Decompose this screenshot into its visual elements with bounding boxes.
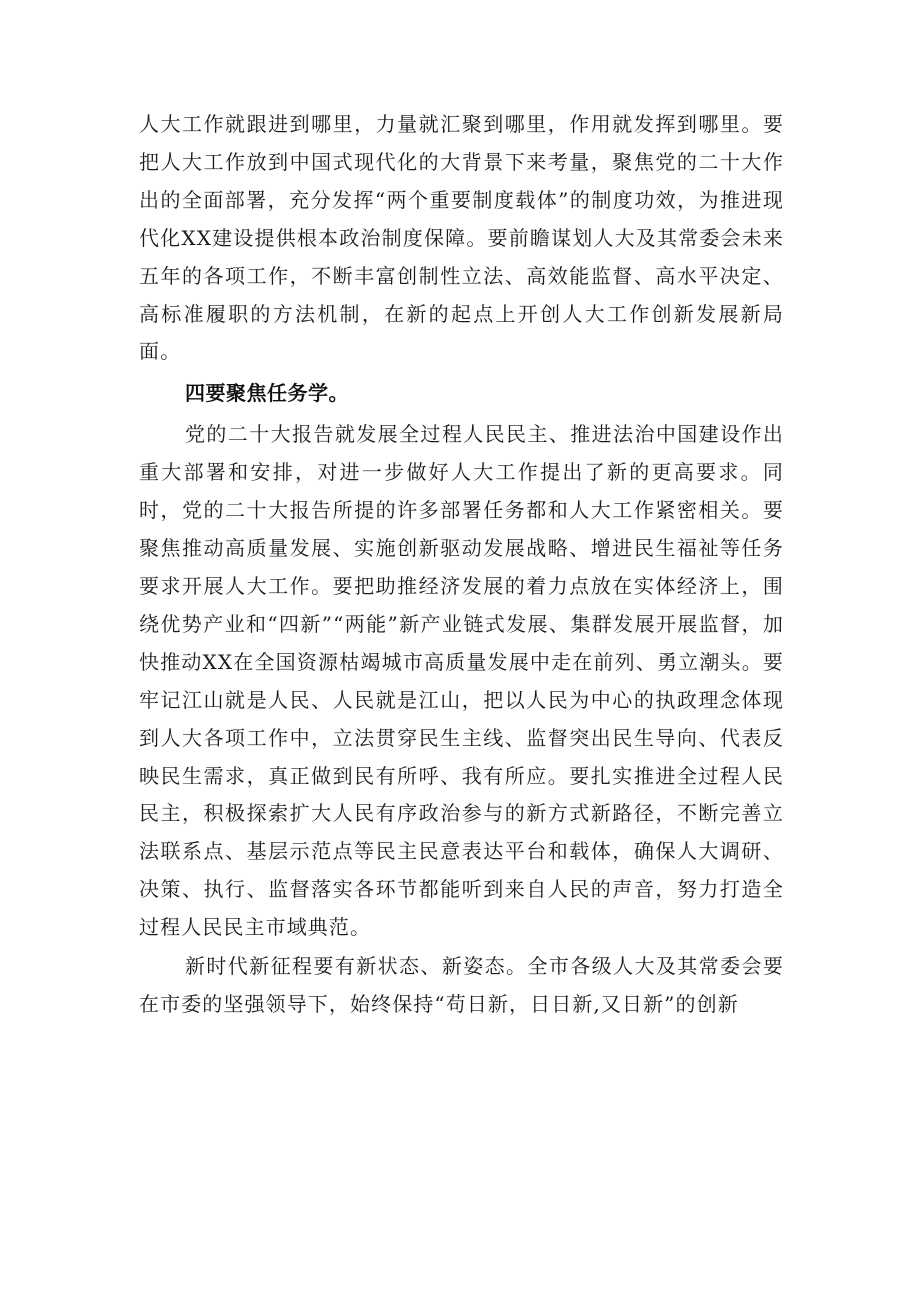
paragraph-task-focus: 党的二十大报告就发展全过程人民民主、推进法治中国建设作出重大部署和安排，对进一步做好人大工作提出了新的更高要求。同时，党的二十大报告所提的许多部署任务都和人大工作紧密相关。要聚焦推动高质量发展、实施创新驱动发展战略、增进民生福祉等任务要求开展人大工作。要把助推经济发展的着力点放在实体经济上，围绕优势产业和“四新”“两能”新产业链式发展、集群发展开展监督，加快推动XX在全国资源枯竭城市高质量发展中走在前列、勇立潮头。要牢记江山就是人民、人民就是江山，把以人民为中心的执政理念体现到人大各项工作中，立法贯穿民生主线、监督突出民生导向、代表反映民生需求，真正做到民有所呼、我有所应。要扎实推进全过程人民民主，积极探索扩大人民有序政治参与的新方式新路径，不断完善立法联系点、基层示范点等民主民意表达平台和载体，确保人大调研、决策、执行、监督落实各环节都能听到来自人民的声音，努力打造全过程人民民主市域典范。 (139, 422, 784, 940)
document-body (139, 106, 784, 1024)
paragraph-continued: 人大工作就跟进到哪里，力量就汇聚到哪里，作用就发挥到哪里。要把人大工作放到中国式现代化的大背景下来考量，聚焦党的二十大作出的全面部署，充分发挥“两个重要制度载体”的制度功效，为推进现代化XX建设提供根本政治制度保障。要前瞻谋划人大及其常委会未来五年的各项工作，不断丰富创制性立法、高效能监督、高水平决定、高标准履职的方法机制，在新的起点上开创人大工作创新发展新局面。 (139, 112, 784, 364)
section-heading: 四要聚焦任务学。 (185, 381, 349, 406)
paragraph-new-era: 新时代新征程要有新状态、新姿态。全市各级人大及其常委会要在市委的坚强领导下，始终保持“苟日新，日日新,又日新”的创新 (139, 954, 784, 1016)
